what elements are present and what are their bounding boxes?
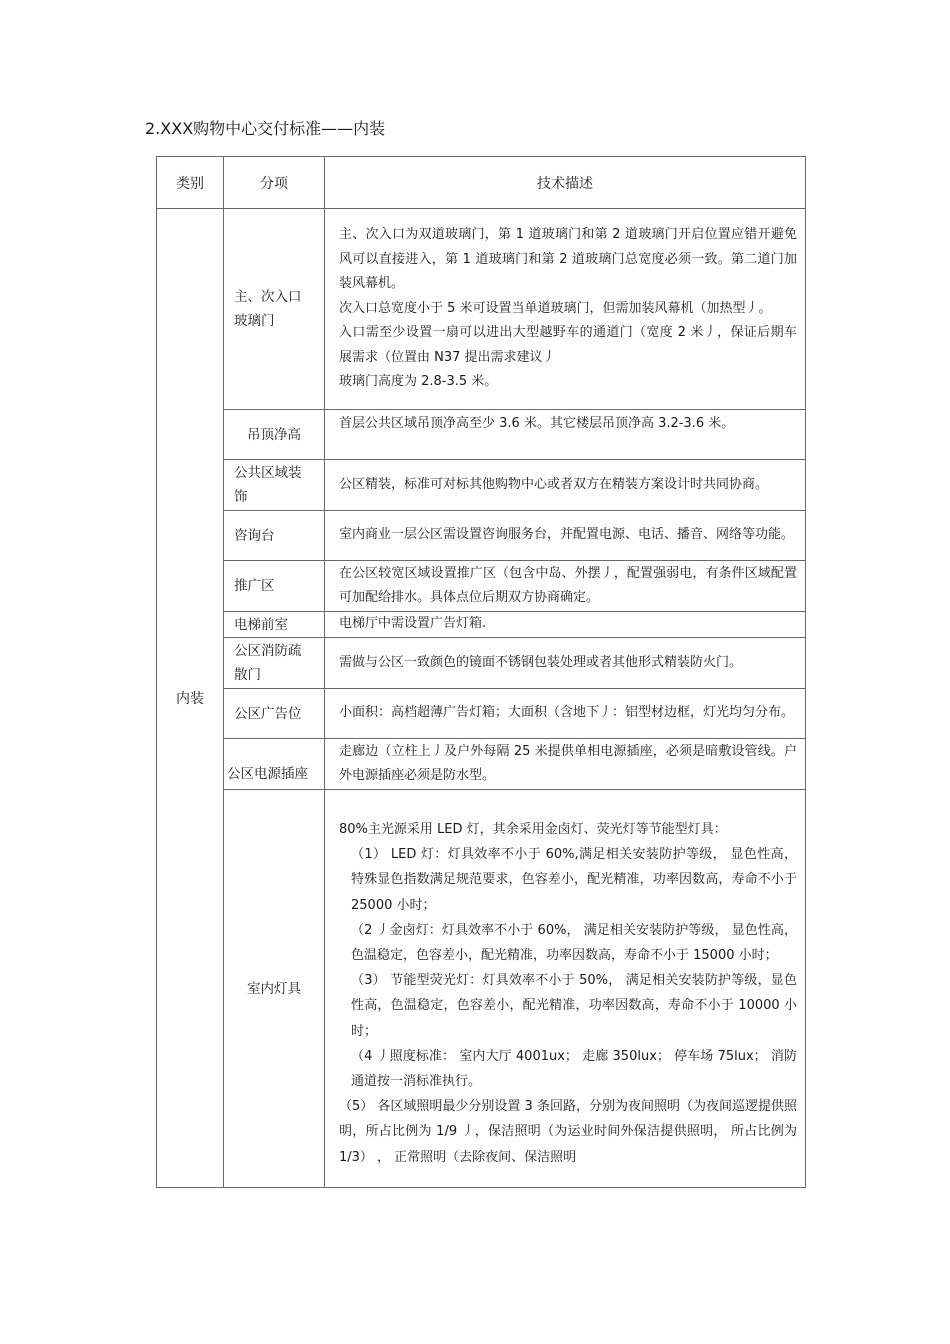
description-paragraph: （5） 各区域照明最少分别设置 3 条回路，分别为夜间照明（为夜间巡逻提供照明，所占比例为 1/9 丿，保洁照明（为运业时间外保洁提供照明， 所占比例为 1/3） ， 正常照明（去除夜间、保洁照明 (339, 1099, 797, 1165)
table-row (157, 561, 806, 612)
subitem-cell: 公区消防疏散门 (224, 638, 325, 689)
description-paragraph: 玻璃门高度为 2.8-3.5 米。 (339, 374, 498, 390)
description-cell (325, 460, 806, 511)
subitem-cell: 主、次入口玻璃门 (224, 209, 325, 410)
table-row (157, 511, 806, 561)
subitem-cell: 公区电源插座 (224, 739, 325, 790)
description-paragraph: 次入口总宽度小于 5 米可设置当单道玻璃门，但需加装风幕机（加热型丿。 (339, 300, 772, 316)
description-cell (325, 638, 806, 689)
table-row (157, 460, 806, 511)
subitem-cell: 电梯前室 (224, 612, 325, 638)
description-paragraph: （2 丿金卤灯：灯具效率不小于 60%， 满足相关安装防护等级， 显色性高，色温稳定，色容差小，配光精准，功率因数高，寿命不小于 15000 小时； (351, 922, 797, 964)
description-paragraph: （1） LED 灯：灯具效率不小于 60%,满足相关安装防护等级， 显色性高，特殊显色指数满足规范要求，色容差小，配光精准，功率因数高，寿命不小于 25000 小时； (351, 847, 797, 913)
description-cell (325, 790, 806, 1188)
header-subitem: 分项 (224, 157, 325, 209)
header-description: 技术描述 (325, 157, 806, 209)
description-paragraph: 首层公共区域吊顶净高至少 3.6 米。其它楼层吊顶净高 3.2-3.6 米。 (339, 416, 735, 431)
subitem-cell: 公区广告位 (224, 689, 325, 739)
header-category: 类别 (157, 157, 224, 209)
description-paragraph: 需做与公区一致颜色的镜面不锈钢包装处理或者其他形式精装防火门。 (339, 654, 743, 670)
description-paragraph: 走廊边（立柱上丿及户外每隔 25 米提供单相电源插座，必须是暗敷设管线。户外电源插座必须是防水型。 (339, 743, 797, 783)
description-paragraph: 公区精装，标准可对标其他购物中心或者双方在精装方案设计时共同协商。 (339, 476, 769, 492)
table-row (157, 209, 806, 410)
description-paragraph: 室内商业一层公区需设置咨询服务台，并配置电源、电话、播音、网络等功能。 (339, 527, 795, 543)
description-cell (325, 739, 806, 790)
description-paragraph: 电梯厅中需设置广告灯箱. (339, 616, 487, 632)
table-row (157, 689, 806, 739)
description-paragraph: 入口需至少设置一扇可以进出大型越野车的通道门（宽度 2 米丿，保证后期车展需求（位置由 N37 提出需求建议丿 (339, 325, 797, 365)
description-paragraph: （4 丿照度标准： 室内大厅 4001ux； 走廊 350lux； 停车场 75lux； 消防通道按一消标准执行。 (351, 1048, 797, 1090)
description-paragraph: （3） 节能型荧光灯：灯具效率不小于 50%， 满足相关安装防护等级，显色性高，色温稳定，色容差小，配光精准，功率因数高，寿命不小于 10000 小时； (351, 973, 797, 1039)
description-cell (325, 612, 806, 638)
subitem-cell: 推广区 (224, 561, 325, 612)
description-cell (325, 561, 806, 612)
description-paragraph: 80%主光源采用 LED 灯，其余采用金卤灯、荧光灯等节能型灯具： (339, 822, 727, 837)
description-cell (325, 689, 806, 739)
description-paragraph: 在公区较宽区域设置推广区（包含中岛、外摆丿，配置强弱电，有条件区域配置可加配给排水。具体点位后期双方协商确定。 (339, 565, 797, 605)
subitem-cell: 咨询台 (224, 511, 325, 561)
table-row (157, 739, 806, 790)
spec-table (156, 156, 806, 1188)
table-row (157, 638, 806, 689)
category-cell: 内装 (157, 209, 224, 1188)
subitem-cell: 室内灯具 (224, 790, 325, 1188)
table-row (157, 410, 806, 460)
description-paragraph: 主、次入口为双道玻璃门，第 1 道玻璃门和第 2 道玻璃门开启位置应错开避免风可以直接进入，第 1 道玻璃门和第 2 道玻璃门总宽度必须一致。第二道门加装风幕机。 (339, 227, 797, 292)
description-cell (325, 511, 806, 561)
table-row (157, 790, 806, 1188)
table-header-row (157, 157, 806, 209)
description-cell (325, 209, 806, 410)
description-paragraph: 小面积：高档超薄广告灯箱；大面积（含地下丿：铝型材边框，灯光均匀分布。 (339, 705, 795, 721)
section-title: 2.XXX购物中心交付标准——内装 (145, 119, 386, 138)
table-row (157, 612, 806, 638)
subitem-cell: 吊顶净高 (224, 410, 325, 460)
description-cell (325, 410, 806, 460)
subitem-cell: 公共区域装饰 (224, 460, 325, 511)
